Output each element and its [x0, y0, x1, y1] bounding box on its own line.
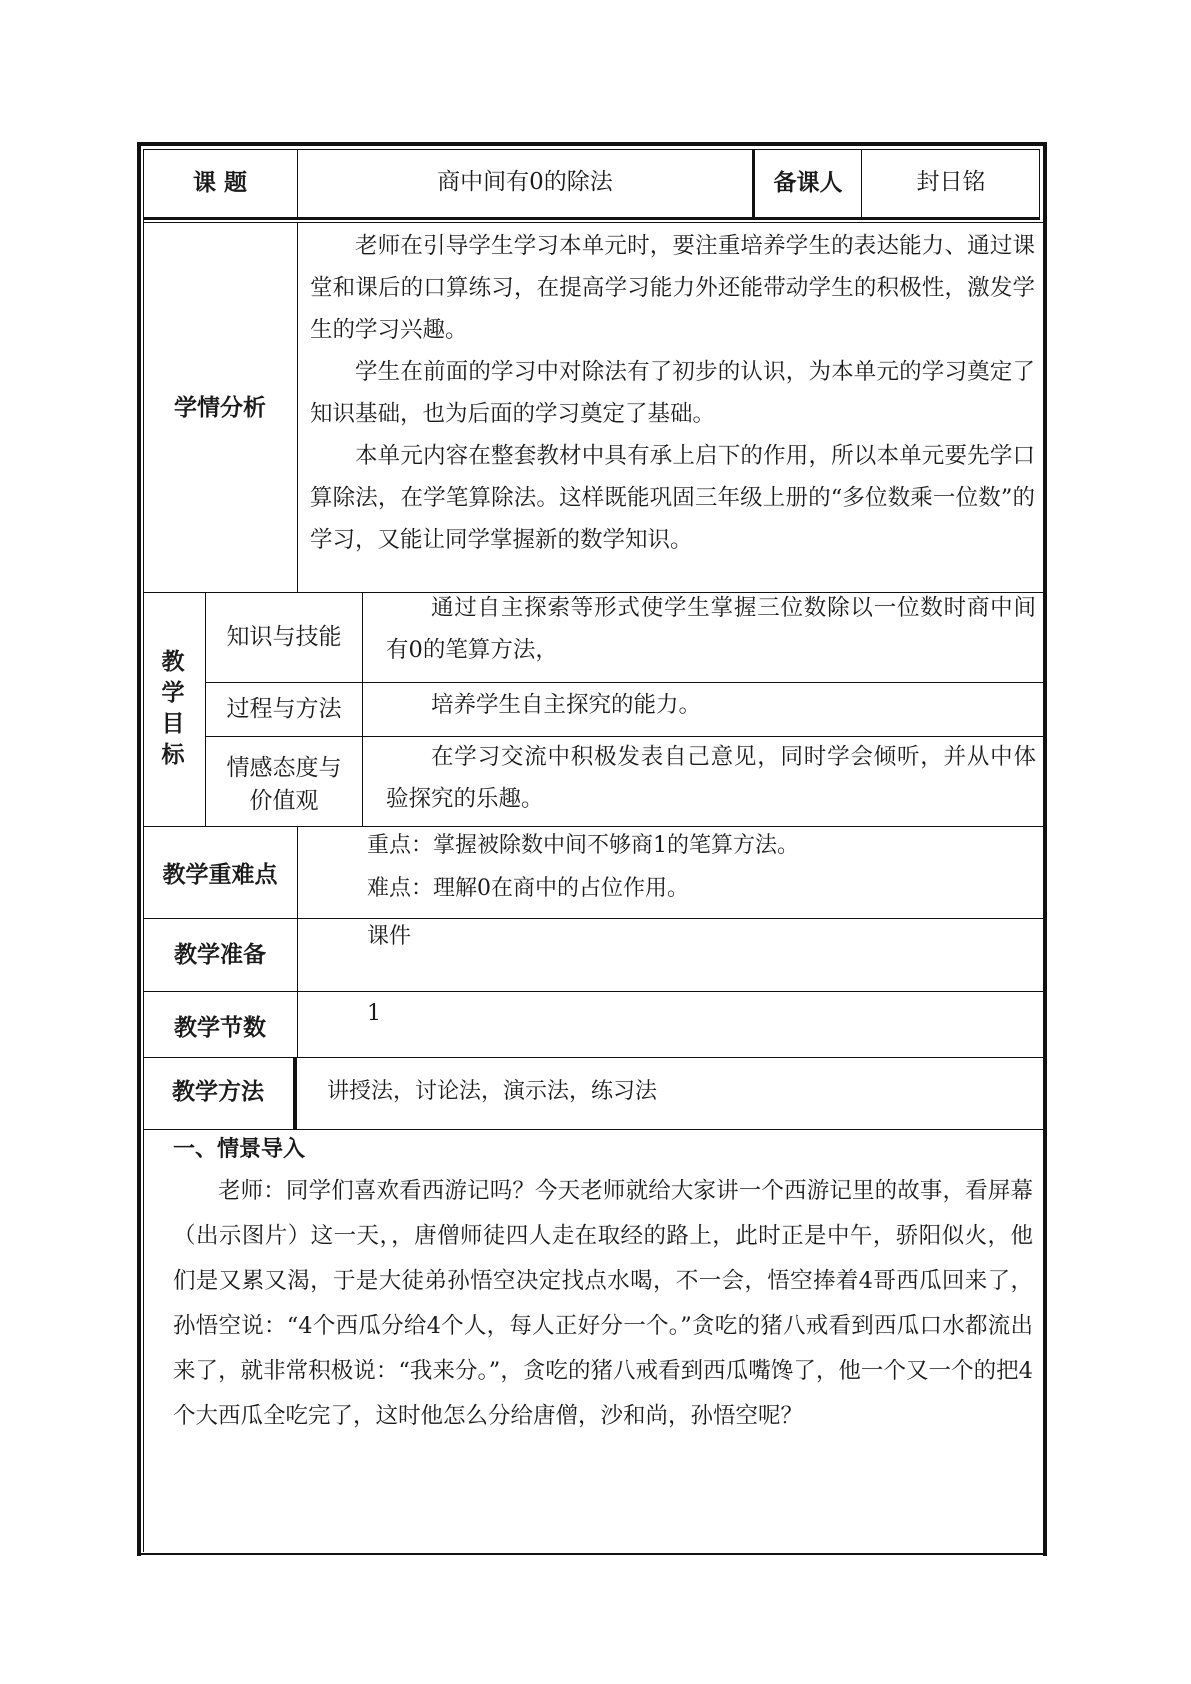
analysis-divider: [297, 222, 298, 592]
topic-value: 商中间有0的除法: [437, 169, 613, 195]
goals-label: 教学目标: [161, 648, 185, 768]
header-row-bottom: [143, 217, 1040, 220]
periods-value: 1: [367, 1001, 381, 1026]
preparation-value: 课件: [367, 924, 412, 949]
keypoints-divider: [297, 826, 298, 1057]
methods-divider: [293, 1057, 297, 1130]
methods-value: 讲授法，讨论法，演示法，练习法: [327, 1079, 658, 1104]
goal-name-knowledge: 知识与技能: [226, 624, 342, 650]
topic-label: 课 题: [192, 169, 247, 196]
table-top-border-inner: [143, 149, 1040, 150]
analysis-paragraph-1: 老师在引导学生学习本单元时，要注重培养学生的表达能力、通过课堂和课后的口算练习，在提高学习能力外还能带动学生的积极性，激发学生的学习兴趣。: [310, 233, 1035, 343]
goals-name-divider: [362, 592, 363, 826]
goal-name-emotion-line-1: 情感态度与: [226, 755, 342, 781]
keypoints-row-bottom: [143, 918, 1043, 919]
header-row-bottom-2: [143, 222, 1043, 223]
table-bottom-border: [137, 1553, 1047, 1555]
goal-name-emotion-line-2: 价值观: [249, 788, 319, 814]
periods-label: 教学节数: [174, 1014, 266, 1041]
goal-text-emotion: 在学习交流中积极发表自己意见，同时学会倾听，并从中体验探究的乐趣。: [386, 744, 1036, 812]
table-top-border: [137, 142, 1047, 146]
analysis-paragraph-3: 本单元内容在整套教材中具有承上启下的作用，所以本单元要先学口算除法，在学笔算除法。这样既能巩固三年级上册的“多位数乘一位数”的学习，又能让同学掌握新的数学知识。: [310, 443, 1035, 553]
analysis-text: [310, 225, 1035, 561]
process-paragraph: 老师：同学们喜欢看西游记吗？今天老师就给大家讲一个西游记里的故事，看屏幕（出示图片）这一天，，唐僧师徒四人走在取经的路上，此时正是中午，骄阳似火，他们是又累又渴，于是大徒弟孙悟空决定找点水喝，不一会，悟空捧着4哥西瓜回来了，孙悟空说：“4个西瓜分给4个人，每人正好分一个。”贪吃的猪八戒看到西瓜口水都流出来了，就非常积极说：“我来分。”，贪吃的猪八戒看到西瓜嘴馋了，他一个又一个的把4个大西瓜全吃完了，这时他怎么分给唐僧，沙和尚，孙悟空呢？: [173, 1178, 1033, 1429]
process-heading: 一、情景导入: [173, 1136, 306, 1162]
keypoints-line-1: 重点：掌握被除数中间不够商1的笔算方法。: [367, 833, 799, 858]
goals-row-bottom: [143, 826, 1043, 827]
table-right-border: [1043, 142, 1047, 1556]
methods-label: 教学方法: [172, 1078, 264, 1105]
preparer-value: 封日铭: [916, 169, 986, 195]
goal-name-process: 过程与方法: [226, 696, 342, 722]
analysis-paragraph-2: 学生在前面的学习中对除法有了初步的认识，为本单元的学习奠定了知识基础，也为后面的学习奠定了基础。: [310, 359, 1035, 427]
goal-text-knowledge: 通过自主探索等形式使学生掌握三位数除以一位数时商中间有0的笔算方法，: [386, 595, 1036, 663]
periods-row-bottom: [143, 1057, 1043, 1058]
methods-row-bottom: [143, 1129, 1043, 1130]
goal-text-process: 培养学生自主探究的能力。: [431, 692, 702, 718]
preparer-label: 备课人: [773, 169, 843, 196]
preparation-label: 教学准备: [174, 941, 266, 968]
table-left-border-inner: [143, 149, 144, 1552]
analysis-label: 学情分析: [174, 394, 266, 421]
keypoints-line-2: 难点：理解0在商中的占位作用。: [367, 876, 689, 901]
preparation-row-bottom: [143, 991, 1043, 992]
table-left-border: [137, 142, 141, 1556]
goals-row-1-bottom: [205, 682, 1043, 683]
keypoints-label: 教学重难点: [162, 861, 278, 888]
